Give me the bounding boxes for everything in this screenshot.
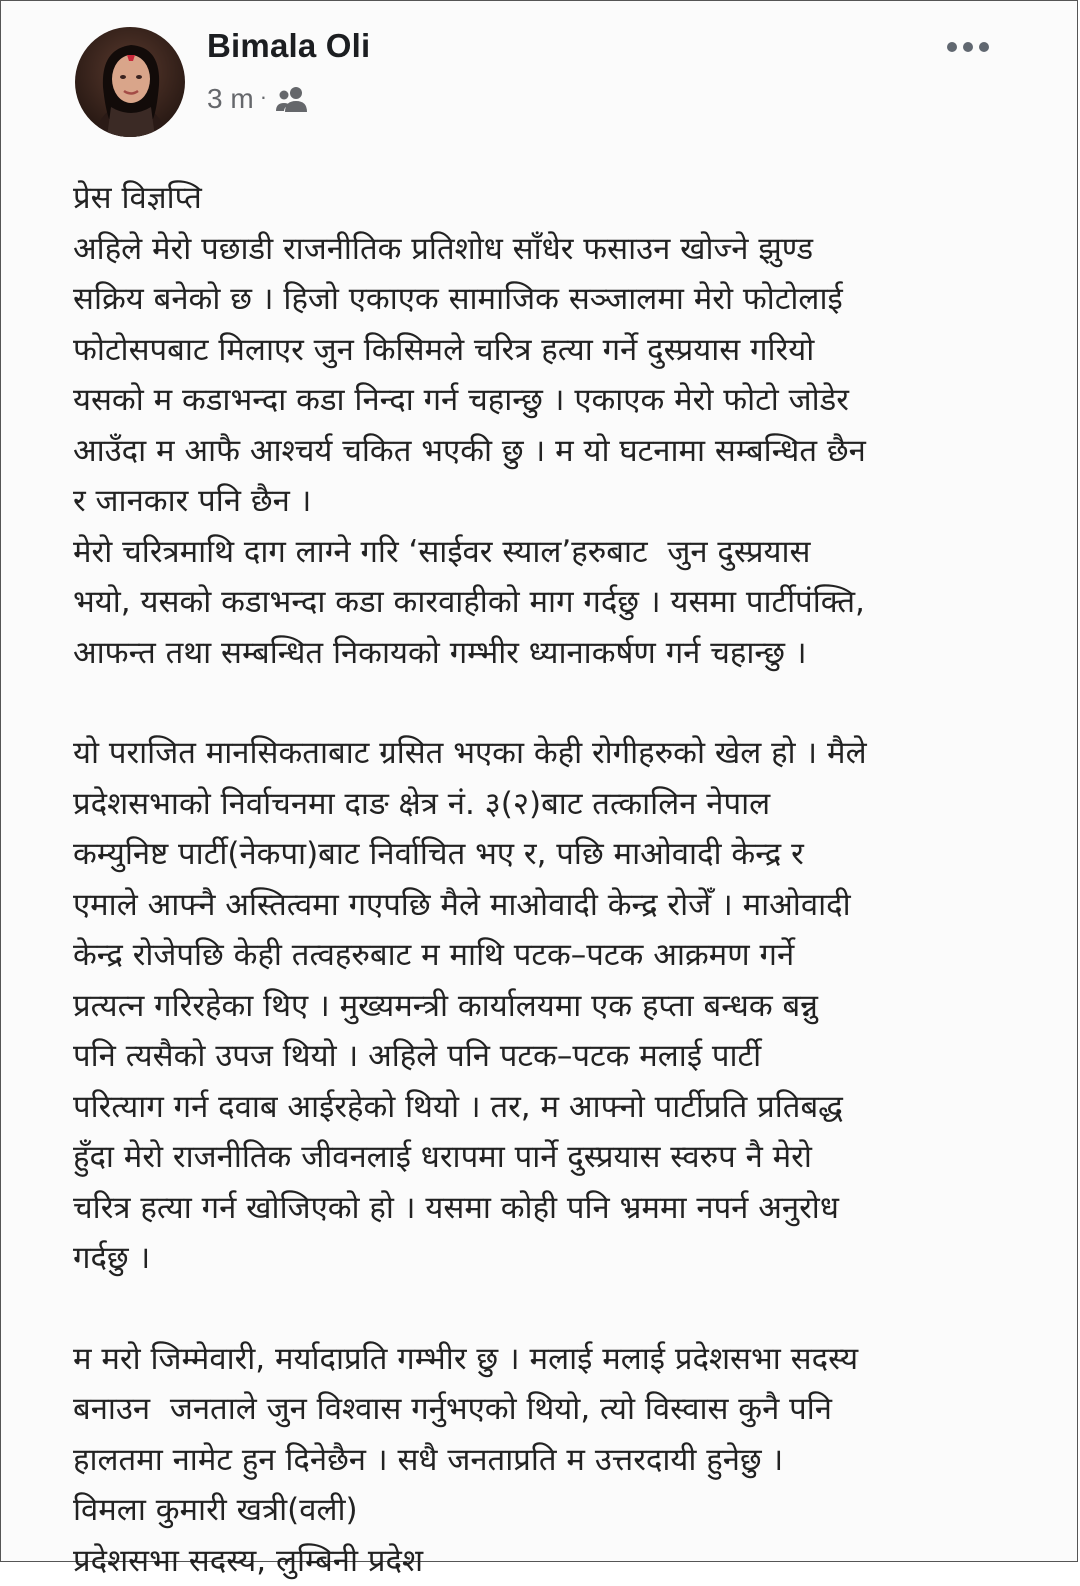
post-text-line: र जानकार पनि छैन ।: [73, 476, 1063, 527]
paragraph-gap: [73, 1284, 1063, 1334]
post-timestamp[interactable]: 3 m: [207, 83, 254, 115]
post-text-line: एमाले आफ्नै अस्तित्वमा गएपछि मैले माओवादी केन्द्र रोजेँ । माओवादी: [73, 880, 1063, 931]
post-text-line: विमला कुमारी खत्री(वली): [73, 1485, 1063, 1536]
post-text-line: चरित्र हत्या गर्न खोजिएको हो । यसमा कोही पनि भ्रममा नपर्न अनुरोध: [73, 1183, 1063, 1234]
post-header: [1, 1, 1079, 151]
friends-icon[interactable]: [275, 85, 309, 113]
post-text-line: हालतमा नामेट हुन दिनेछैन । सधै जनताप्रति म उत्तरदायी हुनेछु ।: [73, 1435, 1063, 1486]
post-text-line: यो पराजित मानसिकताबाट ग्रसित भएका केही रोगीहरुको खेल हो । मैले: [73, 728, 1063, 779]
post-text-line: हुँदा मेरो राजनीतिक जीवनलाई धरापमा पार्ने दुस्प्रयास स्वरुप नै मेरो: [73, 1132, 1063, 1183]
more-dots-icon: [945, 41, 991, 53]
post-text-line: म मरो जिम्मेवारी, मर्यादाप्रति गम्भीर छु । मलाई मलाई प्रदेशसभा सदस्य: [73, 1334, 1063, 1385]
avatar-photo-icon: [75, 27, 185, 137]
post-text-line: मेरो चरित्रमाथि दाग लाग्ने गरि ‘साईवर स्याल’हरुबाट जुन दुस्प्रयास: [73, 527, 1063, 578]
post-text-line: परित्याग गर्न दवाब आईरहेको थियो । तर, म आफ्नो पार्टीप्रति प्रतिबद्ध: [73, 1082, 1063, 1133]
paragraph-gap: [73, 678, 1063, 728]
post-text-line: सक्रिय बनेको छ । हिजो एकाएक सामाजिक सञ्जालमा मेरो फोटोलाई: [73, 274, 1063, 325]
more-options-button[interactable]: [943, 31, 993, 63]
post-text-line: आफन्त तथा सम्बन्धित निकायको गम्भीर ध्यानाकर्षण गर्न चहान्छु ।: [73, 628, 1063, 679]
post-text-line: यसको म कडाभन्दा कडा निन्दा गर्न चहान्छु । एकाएक मेरो फोटो जोडेर: [73, 375, 1063, 426]
author-name[interactable]: Bimala Oli: [207, 27, 370, 65]
post-text-line: आउँदा म आफै आश्चर्य चकित भएकी छु । म यो घटनामा सम्बन्धित छैन: [73, 426, 1063, 477]
post-text-line: प्रत्यत्न गरिरहेका थिए । मुख्यमन्त्री कार्यालयमा एक हप्ता बन्धक बन्नु: [73, 981, 1063, 1032]
post-text-line: प्रदेशसभाको निर्वाचनमा दाङ क्षेत्र नं. ३(२)बाट तत्कालिन नेपाल: [73, 779, 1063, 830]
post-body-text: [73, 173, 1063, 1586]
post-text-line: प्रदेशसभा सदस्य, लुम्बिनी प्रदेश: [73, 1536, 1063, 1586]
post-text-line: केन्द्र रोजेपछि केही तत्वहरुबाट म माथि पटक–पटक आक्रमण गर्ने: [73, 930, 1063, 981]
meta-separator: ·: [260, 84, 267, 110]
post-text-line: अहिले मेरो पछाडी राजनीतिक प्रतिशोध साँधेर फसाउन खोज्ने झुण्ड: [73, 224, 1063, 275]
post-text-line: पनि त्यसैको उपज थियो । अहिले पनि पटक–पटक मलाई पार्टी: [73, 1031, 1063, 1082]
post-text-line: भयो, यसको कडाभन्दा कडा कारवाहीको माग गर्दछु । यसमा पार्टीपंक्ति,: [73, 577, 1063, 628]
post-text-line: गर्दछु ।: [73, 1233, 1063, 1284]
post-text-line: बनाउन जनताले जुन विश्वास गर्नुभएको थियो, त्यो विस्वास कुनै पनि: [73, 1384, 1063, 1435]
post-text-line: कम्युनिष्ट पार्टी(नेकपा)बाट निर्वाचित भए र, पछि माओवादी केन्द्र र: [73, 829, 1063, 880]
post-text-line: प्रेस विज्ञप्ति: [73, 173, 1063, 224]
avatar[interactable]: [75, 27, 185, 137]
post-text-line: फोटोसपबाट मिलाएर जुन किसिमले चरित्र हत्या गर्ने दुस्प्रयास गरियो: [73, 325, 1063, 376]
post-meta: [207, 81, 309, 117]
